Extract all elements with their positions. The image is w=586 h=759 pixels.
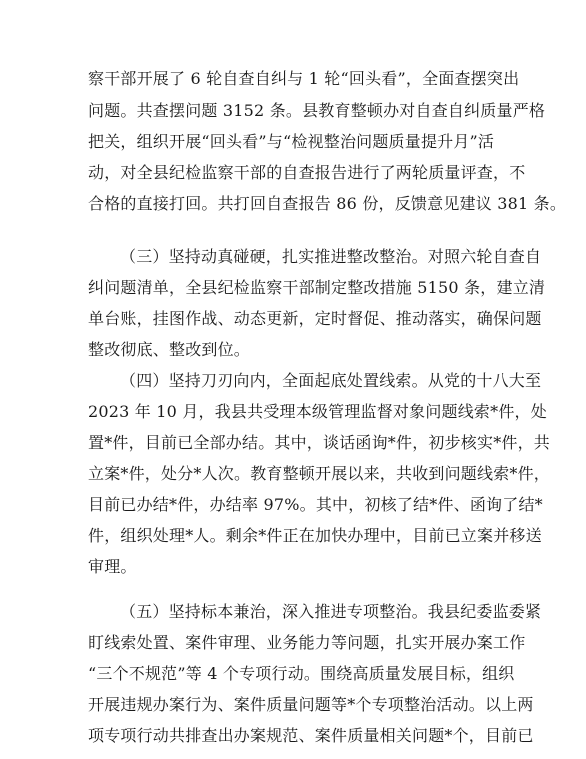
text-line: 单台账，挂图作战、动态更新，定时督促、推动落实，确保问题 <box>88 309 542 328</box>
text-line: 动，对全县纪检监察干部的自查报告进行了两轮质量评查，不 <box>88 163 526 182</box>
text-line: 件，组织处理*人。剩余*件正在加快办理中，目前已立案并移送 <box>88 526 542 545</box>
text-line: 把关，组织开展“回头看”与“检视整治问题质量提升月”活 <box>88 132 495 151</box>
text-line: 置*件，目前已全部办结。其中，谈话函询*件，初步核实*件，共 <box>88 433 551 452</box>
text-line: “三个不规范”等 4 个专项行动。围绕高质量发展目标，组织 <box>88 664 515 683</box>
text-line: 项专项行动共排查出办案规范、案件质量相关问题*个，目前已 <box>88 726 534 745</box>
text-line: 审理。 <box>88 557 137 576</box>
text-line: 纠问题清单，全县纪检监察干部制定整改措施 5150 条，建立清 <box>88 278 546 297</box>
text-line: 整改彻底、整改到位。 <box>88 340 251 359</box>
text-line: （四）坚持刀刃向内，全面起底处置线索。从党的十八大至 <box>120 371 542 390</box>
text-line: 立案*件，处分*人次。教育整顿开展以来，共收到问题线索*件， <box>88 464 551 483</box>
text-line: 合格的直接打回。共打回自查报告 86 份，反馈意见建议 381 条。 <box>88 194 567 213</box>
text-line: 目前已办结*件，办结率 97%。其中，初核了结*件、函询了结* <box>88 495 543 514</box>
text-line: 盯线索处置、案件审理、业务能力等问题，扎实开展办案工作 <box>88 633 526 652</box>
text-line: 问题。共查摆问题 3152 条。县教育整顿办对自查自纠质量严格 <box>88 101 546 120</box>
text-line: 察干部开展了 6 轮自查自纠与 1 轮“回头看”，全面查摆突出 <box>88 69 520 88</box>
text-line: （三）坚持动真碰硬，扎实推进整改整治。对照六轮自查自 <box>120 247 542 266</box>
text-line: 开展违规办案行为、案件质量问题等*个专项整治活动。以上两 <box>88 695 534 714</box>
text-line: 2023 年 10 月，我县共受理本级管理监督对象问题线索*件，处 <box>88 402 547 421</box>
text-line: （五）坚持标本兼治，深入推进专项整治。我县纪委监委紧 <box>120 602 542 621</box>
